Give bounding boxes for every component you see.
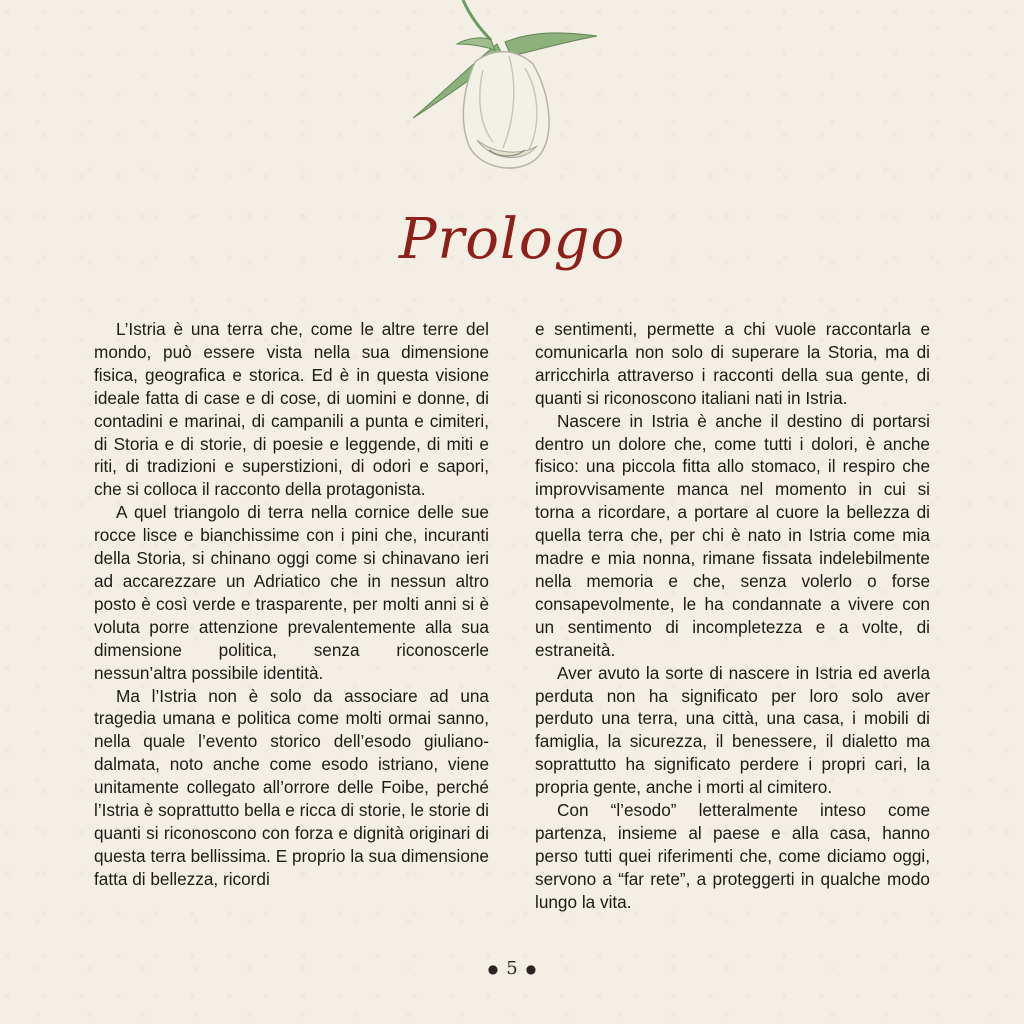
page-number (0, 958, 1024, 979)
bullet-icon: ● (525, 962, 537, 976)
rose-illustration (405, 0, 605, 180)
page-title: Prologo (398, 207, 626, 272)
bullet-icon: ● (487, 962, 499, 976)
page-number-value: 5 (506, 958, 518, 979)
paragraph: Con “l’esodo” letteralmente inteso come partenza, insieme al paese e alla casa, hanno perso tutti quei riferimenti che, come diciamo oggi, servono a “far rete”, a proteggerti in qualche modo lungo la vita. (535, 800, 930, 912)
paragraph: Nascere in Istria è anche il destino di portarsi dentro un dolore che, come tutti i dolori, è anche fisico: una piccola fitta allo stomaco, il respiro che improvvisamente manca nel momento in cui si torna a ricordare, a portare al cuore la bellezza di quella terra che, per chi è nato in Istria come mia madre e mia nonna, rimane fissata indelebilmente nella memoria e che, senza volerlo o forse consapevolmente, le ha condannate a vivere con un sentimento di incompletezza e a volte, di estraneità. (535, 410, 930, 660)
paragraph: A quel triangolo di terra nella cornice delle sue rocce lisce e bianchissime con i pini che, incuranti della Storia, si chinano oggi come si chinavano ieri ad accarezzare un Adriatico che in nessun altro posto è così verde e trasparente, per molti anni si è voluta porre attenzione prevalentemente alla sua dimensione politica, senza riconoscerle nessun’altra possibile identità. (94, 502, 489, 683)
paragraph: Ma l’Istria non è solo da associare ad una tragedia umana e politica come molti ormai sanno, nella quale l’evento storico dell’esodo giuliano-dalmata, noto anche come esodo istriano, viene unitamente collegato all’orrore delle Foibe, perché l’Istria è soprattutto bella e ricca di storie, le storie di quanti si riconoscono con forza e dignità originari di questa terra bellissima. E proprio la sua dimensione fatta di bellezza, ricordi (94, 685, 489, 889)
right-text-column (535, 318, 930, 914)
paragraph-continuation: e sentimenti, permette a chi vuole raccontarla e comunicarla non solo di superare la Storia, ma di arricchirla attraverso i racconti della sua gente, di quanti si riconoscono italiani nati in Istria. (535, 319, 930, 408)
left-text-column (94, 318, 489, 891)
paragraph: L’Istria è una terra che, come le altre terre del mondo, può essere vista nella sua dimensione fisica, geografica e storica. Ed è in questa visione ideale fatta di case e di cose, di uomini e donne, di contadini e marinai, di campanili a punta e cimiteri, di Storia e di storie, di poesie e leggende, di miti e riti, di tradizioni e superstizioni, di odori e sapori, che si colloca il racconto della protagonista. (94, 319, 489, 500)
paragraph: Aver avuto la sorte di nascere in Istria ed averla perduta non ha significato per loro solo aver perduto una terra, una città, una casa, i mobili di famiglia, la sicurezza, il benessere, il dialetto ma soprattutto ha significato perdere i propri cari, la propria gente, anche i morti al cimitero. (535, 662, 930, 798)
